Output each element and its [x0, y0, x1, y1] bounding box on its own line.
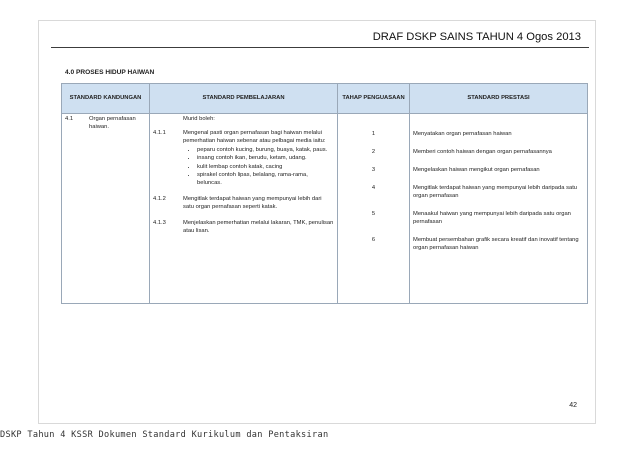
prestasi-text: Mengitlak terdapat haiwan yang mempunyai lebih daripada satu organ pernafasan	[413, 185, 578, 200]
level-number: 2	[371, 149, 376, 155]
tahap-penguasaan-cell	[338, 114, 410, 304]
sp-code: 4.1.3	[153, 220, 166, 227]
sp-text: Mengenal pasti organ pernafasan bagi haiwan melalui pemerhatian haiwan sebenar atau pelbagai media iaitu:	[183, 130, 326, 145]
header-title: DRAF DSKP SAINS TAHUN 4 Ogos 2013	[372, 31, 581, 43]
standard-kandungan-cell	[62, 114, 150, 304]
header-tahap-penguasaan: TAHAP PENGUASAAN	[338, 84, 410, 114]
header-standard-prestasi: STANDARD PRESTASI	[410, 84, 588, 114]
level-number: 1	[371, 131, 376, 137]
sp-text: Mengitlak terdapat haiwan yang mempunyai lebih dari satu organ pernafasan seperti katak.	[183, 195, 322, 210]
document-page	[38, 20, 596, 424]
prestasi-text: Mengelaskan haiwan mengikut organ pernafasan	[413, 167, 540, 173]
prestasi-text: Menyatakan organ pernafasan haiwan	[413, 131, 512, 137]
sp-text: Menjelaskan pemerhatian melalui lakaran, TMK, penulisan atau lisan.	[183, 220, 334, 235]
bullet-item: • insang contoh ikan, berudu, ketam, udang.	[197, 154, 334, 162]
footer-text: DSKP Tahun 4 KSSR Dokumen Standard Kurikulum dan Pentaksiran	[0, 430, 329, 440]
standard-pembelajaran-cell	[150, 114, 338, 304]
bullet-list	[183, 146, 334, 187]
level-number: 3	[371, 167, 376, 173]
header-rule	[51, 47, 589, 48]
standard-prestasi-cell	[410, 114, 588, 304]
level-number: 4	[371, 185, 376, 191]
sk-text: Organ pernafasan haiwan.	[89, 116, 136, 131]
curriculum-table	[61, 83, 588, 304]
level-number: 6	[371, 237, 376, 243]
bullet-item: • kulit lembap contoh katak, cacing	[197, 163, 334, 171]
prestasi-text: Memberi contoh haiwan dengan organ pernafasannya	[413, 149, 552, 155]
header-standard-kandungan: STANDARD KANDUNGAN	[62, 84, 150, 114]
header-standard-pembelajaran: STANDARD PEMBELAJARAN	[150, 84, 338, 114]
bullet-item: • peparu contoh kucing, burung, buaya, katak, paus.	[197, 146, 334, 154]
level-number: 5	[371, 211, 376, 217]
section-title: 4.0 PROSES HIDUP HAIWAN	[65, 69, 155, 76]
page-number: 42	[569, 402, 577, 409]
prestasi-text: Menaakul haiwan yang mempunyai lebih daripada satu organ pernafasan	[413, 211, 571, 226]
table-header-row	[62, 84, 588, 114]
bullet-item: • spirakel contoh lipas, belalang, rama-rama, beluncas.	[197, 171, 334, 187]
sp-code: 4.1.1	[153, 130, 166, 137]
prestasi-text: Membuat persembahan grafik secara kreatif dan inovatif tentang organ pernafasan haiwan	[413, 237, 579, 252]
sp-code: 4.1.2	[153, 195, 166, 202]
sp-intro: Murid boleh:	[183, 116, 215, 122]
table-row	[62, 114, 588, 304]
sk-code: 4.1	[65, 116, 74, 122]
